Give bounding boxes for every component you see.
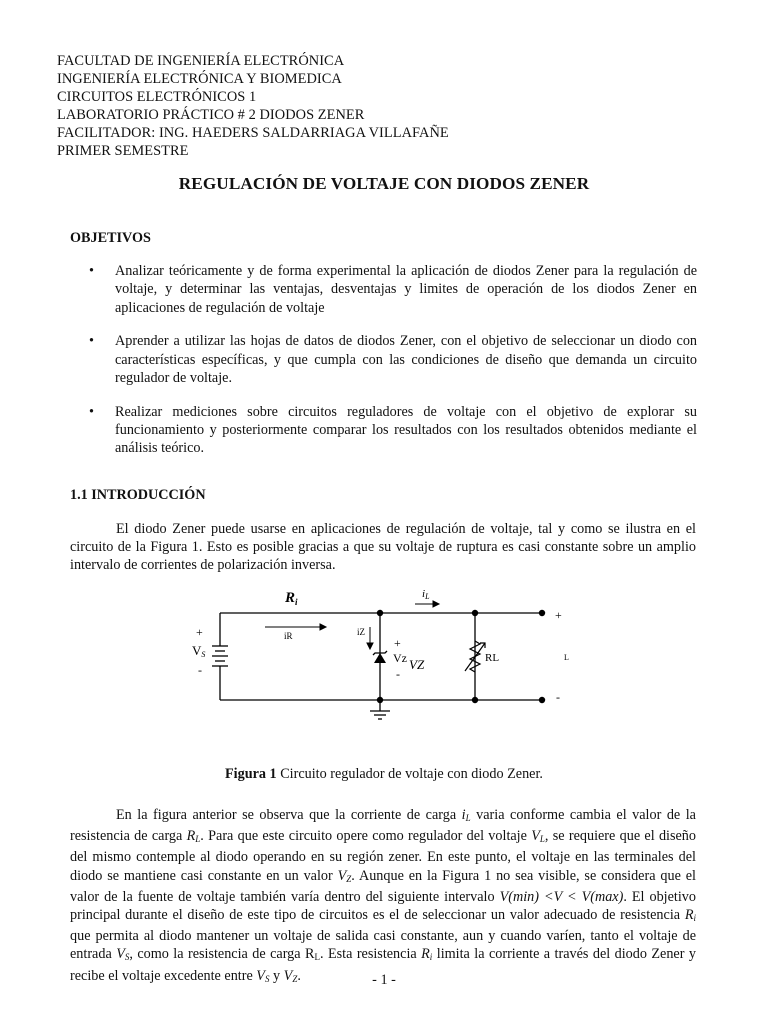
bullet-icon: • bbox=[89, 403, 94, 420]
battery-icon bbox=[212, 646, 228, 666]
il-symbol: $i_L$ bbox=[461, 807, 471, 823]
intro-text: El diodo Zener puede usarse en aplicaciones de regulación de voltaje, tal y como se ilustra en el circuito de la Figura 1. Esto es posible gracias a que su voltaje de ruptura es casi constante sobre un amplio intervalo de corrientes de polarización inversa. bbox=[70, 521, 696, 574]
rl-label: RL bbox=[485, 652, 500, 664]
zener-regulator-circuit bbox=[180, 583, 600, 733]
body-text: , se requiere que el diseño del mismo contemple al diodo operando en su región zener. En este punto, el voltaje en las terminales del diodo se mantiene casi constante en un valor bbox=[70, 828, 696, 884]
vs-plus-sign: + bbox=[196, 625, 203, 639]
vz-plus-sign: + bbox=[394, 636, 401, 650]
bullet-icon: • bbox=[89, 263, 94, 279]
objetivos-list bbox=[89, 262, 697, 473]
vz-symbol: $V_Z$ bbox=[337, 867, 352, 884]
figure-caption bbox=[0, 766, 768, 783]
body-text: limita la corriente a través del diodo Zener y recibe el voltaje excedente entre bbox=[70, 946, 696, 984]
body-text: , como la resistencia de carga R bbox=[129, 946, 315, 963]
list-item bbox=[89, 403, 697, 458]
vz-large-label: VZ bbox=[409, 657, 425, 672]
vz-symbol: $V_Z$ bbox=[283, 967, 298, 984]
document-header bbox=[57, 52, 449, 160]
figure-caption-text: Circuito regulador de voltaje con diodo Zener. bbox=[276, 766, 543, 782]
header-line-semester: PRIMER SEMESTRE bbox=[57, 143, 189, 159]
ri-symbol: $R_i$ bbox=[421, 946, 433, 963]
bullet-icon: • bbox=[89, 333, 94, 350]
iz-label: iZ bbox=[357, 627, 365, 637]
rl-symbol: $R_L$ bbox=[186, 828, 201, 845]
header-line-program: INGENIERÍA ELECTRÓNICA Y BIOMEDICA bbox=[57, 71, 342, 87]
list-item bbox=[89, 262, 697, 317]
header-line-course: CIRCUITOS ELECTRÓNICOS 1 bbox=[57, 89, 257, 105]
header-line-lab: LABORATORIO PRÁCTICO # 2 DIODOS ZENER bbox=[57, 107, 365, 123]
list-item bbox=[89, 332, 697, 387]
vs-minus-sign: - bbox=[198, 663, 202, 677]
page-number: - 1 - bbox=[372, 972, 396, 988]
objetivo-text: Analizar teóricamente y de forma experimental la aplicación de diodos Zener para la regulación de voltaje, y determinar las ventajas, desventajas y limites de operación de los diodos Zener en aplicaciones de regulación de voltaje bbox=[115, 263, 697, 316]
ground-icon bbox=[370, 711, 390, 719]
header-line-faculty: FACULTAD DE INGENIERÍA ELECTRÓNICA bbox=[57, 53, 345, 69]
ri-symbol: $R_i$ bbox=[684, 907, 696, 924]
vz-small-label: Vz bbox=[393, 651, 407, 665]
intro-heading: 1.1 INTRODUCCIÓN bbox=[70, 487, 206, 503]
vl-symbol: $V_L$ bbox=[531, 828, 545, 845]
rl-subscript: L bbox=[314, 952, 320, 963]
vs-label: VS bbox=[192, 643, 206, 659]
body-text: . Aunque en la Figura 1 no sea visible, se considera que el valor de la fuente de voltaje también varía dentro del siguiente intervalo bbox=[70, 867, 696, 905]
body-text: En la figura anterior se observa que la corriente de carga bbox=[116, 807, 462, 823]
ir-label: iR bbox=[284, 631, 293, 641]
body-text: . Para que este circuito opere como regulador del voltaje bbox=[200, 828, 532, 845]
ri-label: $R_i$ bbox=[285, 590, 298, 607]
body-text: y bbox=[269, 967, 284, 984]
document-title: REGULACIÓN DE VOLTAJE CON DIODOS ZENER bbox=[178, 174, 590, 193]
body-text: . bbox=[297, 967, 301, 984]
objetivo-text: Realizar mediciones sobre circuitos reguladores de voltaje con el objetivo de explorar su funcionamiento y posteriormente comparar los resultados con los resultados obtenidos mediante el análisis teórico. bbox=[115, 403, 697, 457]
objetivos-heading: OBJETIVOS bbox=[70, 230, 151, 246]
body-paragraph bbox=[70, 806, 696, 988]
body-text: . El objetivo principal durante el diseño de este tipo de circuitos es el de seleccionar un valor adecuado de resistencia bbox=[70, 888, 696, 924]
vs-symbol: $V_S$ bbox=[256, 967, 270, 984]
zener-diode-icon bbox=[373, 651, 387, 663]
vl-label: L bbox=[564, 653, 569, 662]
il-label: iL bbox=[422, 588, 430, 601]
vl-plus-sign: + bbox=[555, 608, 562, 622]
vl-minus-sign: - bbox=[556, 690, 560, 704]
vs-symbol: $V_S$ bbox=[116, 946, 130, 963]
figure-caption-label: Figura 1 bbox=[225, 766, 277, 782]
body-text: varia conforme cambia el valor de la resistencia de carga bbox=[70, 807, 696, 845]
intro-paragraph bbox=[70, 520, 696, 575]
vz-minus-sign: - bbox=[396, 667, 400, 681]
body-text: que permita al diodo mantener un voltaje de salida casi constante, aun y cuando varíen, tanto el voltaje de entrada bbox=[70, 928, 696, 963]
objetivo-text: Aprender a utilizar las hojas de datos de diodos Zener, con el objetivo de seleccionar un diodo con características específicas, y que cumpla con las condiciones de diseño que demanda un circuito regulador de voltaje. bbox=[115, 333, 697, 386]
vs-range-expression: V(min) <V < V(max) bbox=[499, 888, 624, 905]
header-line-facilitator: FACILITADOR: ING. HAEDERS SALDARRIAGA VILLAFAÑE bbox=[57, 125, 449, 141]
body-text: . Esta resistencia bbox=[319, 946, 422, 963]
